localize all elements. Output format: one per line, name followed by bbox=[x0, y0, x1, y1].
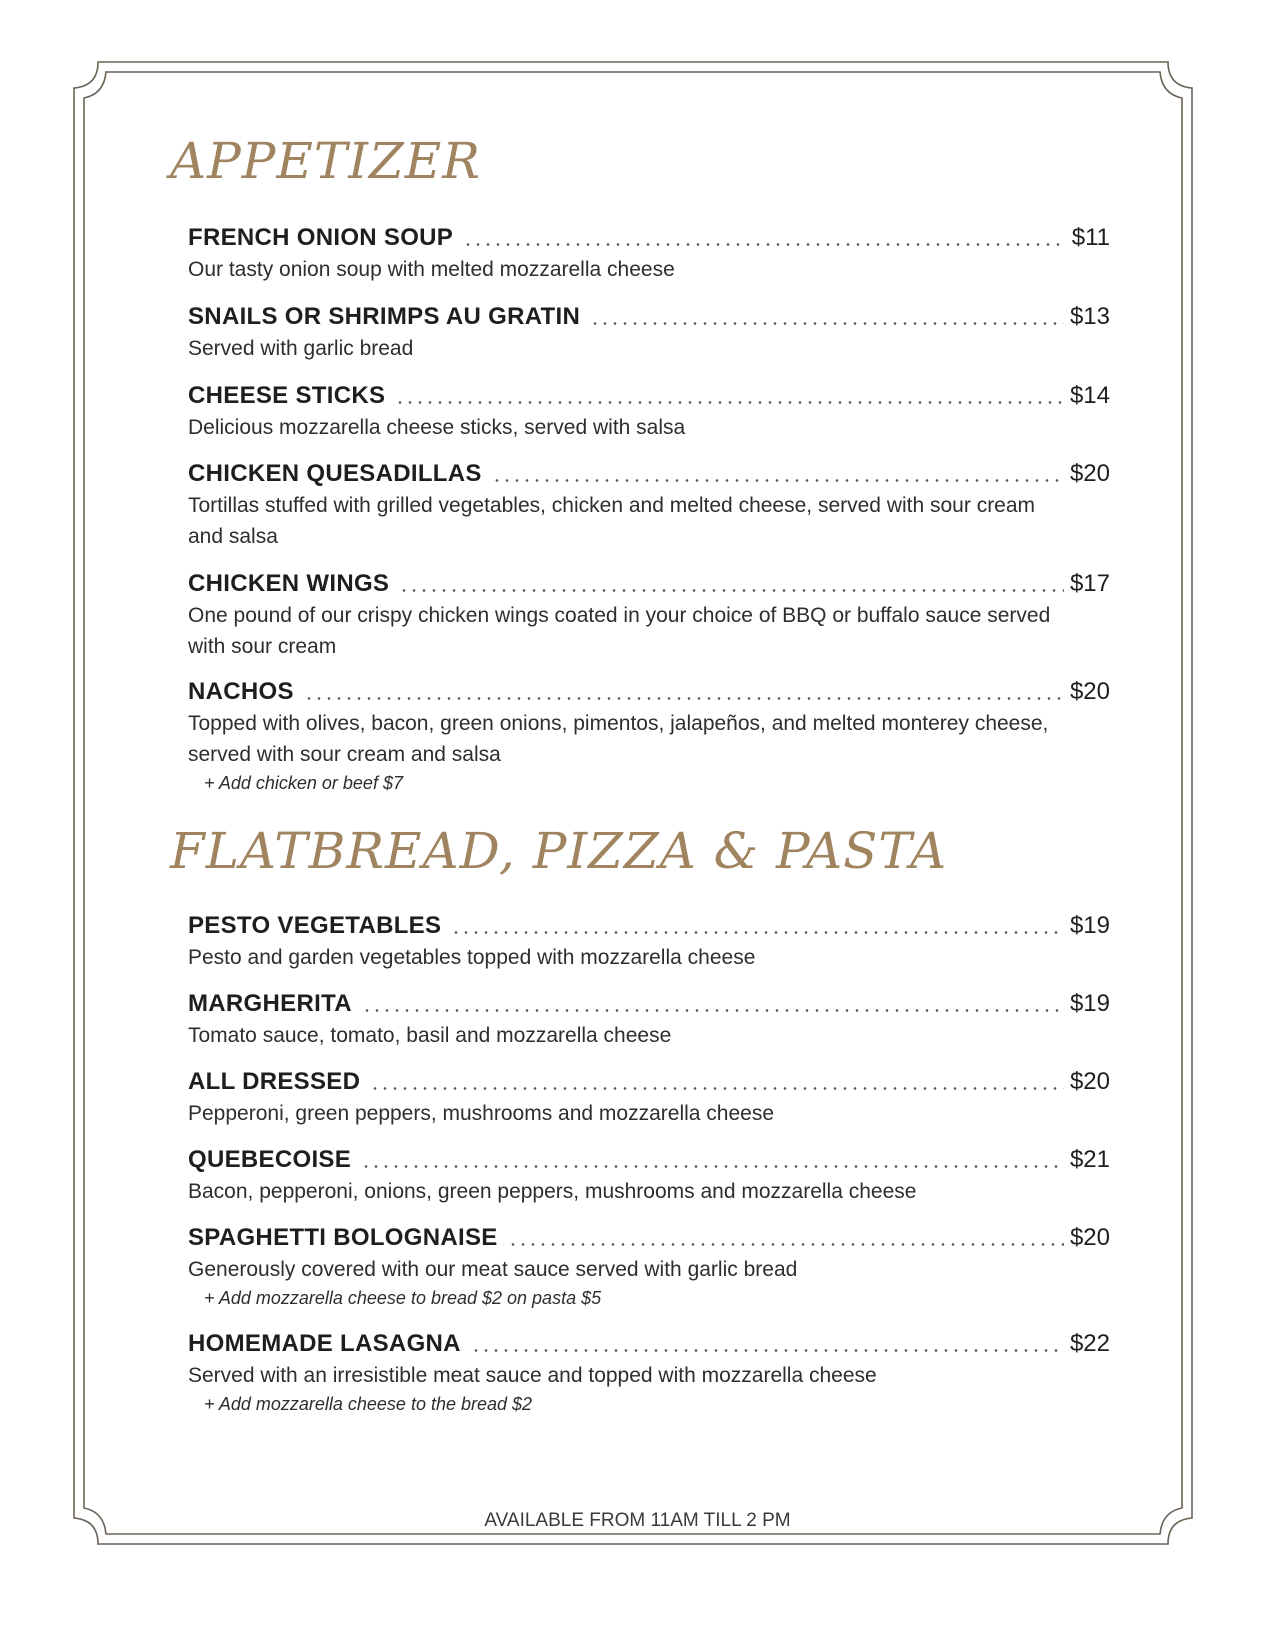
item-name: SPAGHETTI BOLOGNAISE bbox=[188, 1224, 498, 1251]
item-description: Pepperoni, green peppers, mushrooms and mozzarella cheese bbox=[188, 1102, 775, 1125]
menu-item bbox=[188, 674, 1110, 796]
item-price: $20 bbox=[1069, 460, 1110, 487]
item-name: ALL DRESSED bbox=[188, 1068, 361, 1095]
dot-leader bbox=[508, 1243, 1064, 1246]
dot-leader bbox=[471, 1349, 1064, 1352]
item-name: CHEESE STICKS bbox=[188, 382, 386, 409]
menu-item bbox=[188, 1142, 1110, 1207]
item-name: FRENCH ONION SOUP bbox=[188, 224, 454, 251]
item-description: Delicious mozzarella cheese sticks, served with salsa bbox=[188, 416, 686, 439]
item-description: Served with an irresistible meat sauce and topped with mozzarella cheese bbox=[188, 1364, 877, 1387]
item-name: HOMEMADE LASAGNA bbox=[188, 1330, 461, 1357]
item-price: $22 bbox=[1069, 1330, 1110, 1357]
item-description: Topped with olives, bacon, green onions, pimentos, jalapeños, and melted monterey cheese, served with sour cream and salsa bbox=[188, 712, 1049, 766]
item-price: $21 bbox=[1069, 1146, 1110, 1173]
menu-item bbox=[188, 986, 1110, 1051]
dot-leader bbox=[395, 401, 1064, 404]
section-title-flatbread-pizza-pasta: FLATBREAD, PIZZA & PASTA bbox=[170, 822, 948, 880]
item-description: Pesto and garden vegetables topped with mozzarella cheese bbox=[188, 946, 756, 969]
dot-leader bbox=[463, 243, 1066, 246]
dot-leader bbox=[361, 1165, 1064, 1168]
item-add-on-note: + Add mozzarella cheese to bread $2 on pasta $5 bbox=[204, 1288, 602, 1308]
menu-item bbox=[188, 456, 1110, 552]
item-description: Served with garlic bread bbox=[188, 337, 414, 360]
item-price: $17 bbox=[1069, 570, 1110, 597]
item-name: NACHOS bbox=[188, 678, 294, 705]
item-price: $19 bbox=[1069, 912, 1110, 939]
item-description: Bacon, pepperoni, onions, green peppers, mushrooms and mozzarella cheese bbox=[188, 1180, 917, 1203]
item-price: $20 bbox=[1069, 1224, 1110, 1251]
dot-leader bbox=[590, 322, 1064, 325]
item-price: $13 bbox=[1069, 303, 1110, 330]
item-description: One pound of our crispy chicken wings coated in your choice of BBQ or buffalo sauce served with sour cream bbox=[188, 604, 1051, 658]
item-name: CHICKEN WINGS bbox=[188, 570, 390, 597]
item-name: PESTO VEGETABLES bbox=[188, 912, 442, 939]
item-description: Our tasty onion soup with melted mozzarella cheese bbox=[188, 258, 675, 281]
dot-leader bbox=[399, 589, 1064, 592]
item-price: $14 bbox=[1069, 382, 1110, 409]
dot-leader bbox=[370, 1087, 1064, 1090]
menu-item bbox=[188, 1220, 1110, 1311]
dot-leader bbox=[304, 697, 1064, 700]
menu-item bbox=[188, 220, 1110, 285]
item-name: CHICKEN QUESADILLAS bbox=[188, 460, 482, 487]
item-price: $19 bbox=[1069, 990, 1110, 1017]
item-add-on-note: + Add chicken or beef $7 bbox=[204, 773, 403, 793]
item-name: QUEBECOISE bbox=[188, 1146, 352, 1173]
item-price: $20 bbox=[1069, 678, 1110, 705]
item-description: Generously covered with our meat sauce served with garlic bread bbox=[188, 1258, 798, 1281]
item-name: SNAILS OR SHRIMPS AU GRATIN bbox=[188, 303, 581, 330]
item-description: Tortillas stuffed with grilled vegetables, chicken and melted cheese, served with sour cream and salsa bbox=[188, 494, 1036, 548]
item-name: MARGHERITA bbox=[188, 990, 352, 1017]
menu-item bbox=[188, 378, 1110, 443]
item-add-on-note: + Add mozzarella cheese to the bread $2 bbox=[204, 1394, 533, 1414]
menu-item bbox=[188, 1064, 1110, 1129]
section-title-appetizer: APPETIZER bbox=[170, 132, 481, 190]
item-description: Tomato sauce, tomato, basil and mozzarella cheese bbox=[188, 1024, 672, 1047]
dot-leader bbox=[492, 479, 1064, 482]
dot-leader bbox=[362, 1009, 1064, 1012]
availability-footer: AVAILABLE FROM 11AM TILL 2 PM bbox=[484, 1510, 791, 1531]
menu-item bbox=[188, 1326, 1110, 1417]
menu-item bbox=[188, 908, 1110, 973]
menu-item bbox=[188, 566, 1110, 662]
item-price: $11 bbox=[1071, 224, 1110, 251]
menu-item bbox=[188, 299, 1110, 364]
item-price: $20 bbox=[1069, 1068, 1110, 1095]
dot-leader bbox=[451, 931, 1064, 934]
